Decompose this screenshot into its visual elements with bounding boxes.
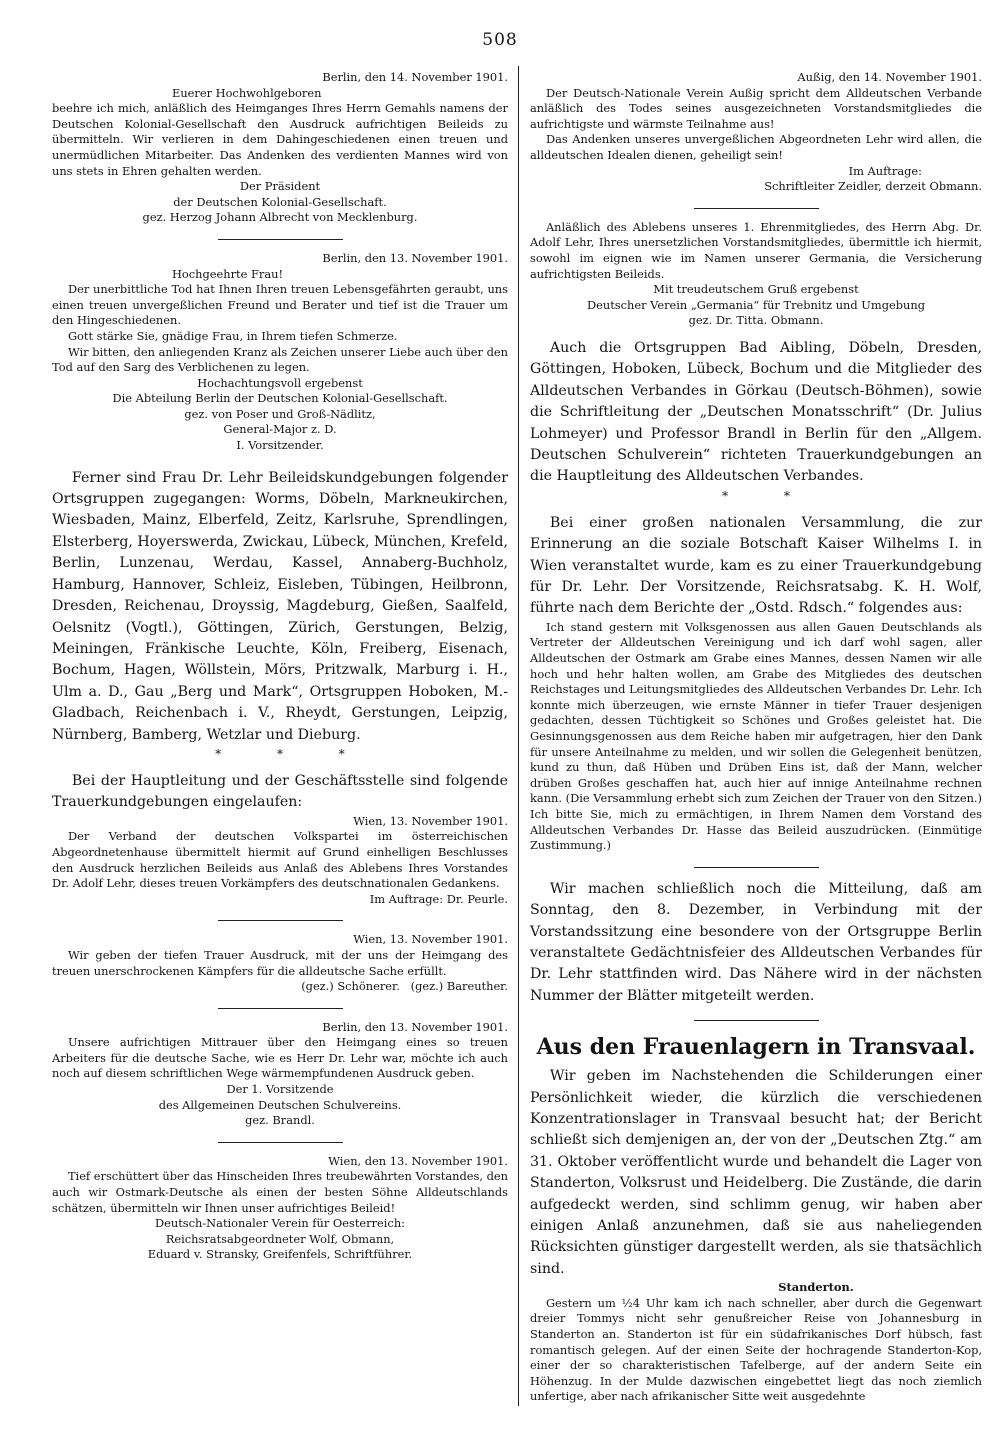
letter-body: beehre ich mich, anläßlich des Heimganges Ihres Herrn Gemahls namens der Deutschen Kolonial-Gesellschaft den Ausdruck aufrichtigen Beileids zu übermitteln. Wir verlieren in dem Dahingeschiedenen einen treuen und unermüdlichen Mitarbeiter. Das Andenken des verdienten Mannes wird von uns stets in Ehren gehalten werden. bbox=[52, 101, 508, 178]
section-divider bbox=[694, 867, 819, 868]
section-divider bbox=[218, 920, 343, 921]
letter-date: Außig, den 14. November 1901. bbox=[797, 70, 982, 84]
letter-closing: Hochachtungsvoll ergebenst bbox=[197, 375, 363, 390]
section-divider bbox=[218, 239, 343, 240]
letter-signature: Deutsch-Nationaler Verein für Oesterreich: bbox=[154, 1216, 405, 1231]
article-body: Gestern um ½4 Uhr kam ich nach schneller, aber durch die Gegenwart dreier Tommys nicht sehr genußreicher Reise von Johannesburg in Standerton an. Standerton ist für ein südafrikanisches Dorf hübsch, fast romantisch gelegen. Auf der einen Seite der hochragende Standerton-Kop, einer der so charakteristischen Tafelberge, auf der andern Seite ein Höhenzug. In der Mulde dazwischen eingebettet liegt das noch ziemlich unfertige, aber nach afrikanischer Sitte weit ausgedehnte bbox=[530, 1295, 982, 1404]
letter-signature: Der 1. Vorsitzende bbox=[226, 1082, 334, 1097]
letter-signature: gez. von Poser und Groß-Nädlitz, bbox=[184, 406, 376, 421]
letter-signature: Deutscher Verein „Germania“ für Trebnitz und Umgebung bbox=[587, 297, 925, 312]
letter-date: Wien, 13. November 1901. bbox=[353, 813, 508, 828]
asterism: * * bbox=[722, 488, 816, 503]
announcement: Bei der Hauptleitung und der Geschäftsstelle sind folgende Trauerkundgebungen eingelaufen: bbox=[52, 772, 508, 811]
announcement: Bei einer großen nationalen Versammlung, die zur Erinnerung an die soziale Botschaft Kaiser Wilhelms I. in Wien veranstaltet wurde, kam es zu einer Trauerkundgebung für Dr. Lehr. Der Vorsitzende, Reichsratsabg. K. H. Wolf, führte nach dem Berichte der „Ostd. Rdsch.“ folgendes aus: bbox=[530, 514, 982, 617]
speech-quote: Ich stand gestern mit Volksgenossen aus allen Gauen Deutschlands als Vertreter der Alldeutschen Vereinigung und ich darf wohl sagen, aller Alldeutschen der Ostmark am Grabe eines Mannes, dessen Namen wir alle hoch und hehr halten wollen, am Grabe des Mitgliedes des deutschen Reichstages und Leitungsmitgliedes des Alldeutschen Verbandes Dr. Lehr. Ich konnte mich überzeugen, wie ernste Männer in tiefer Trauer desjenigen gedachten, dessen Tüchtigkeit so Schönes und Großes geleistet hat. Die Gesinnungsgenossen aus dem Reiche haben mir aufgetragen, hier den Dank für unsere Anteilnahme zu melden, und wir sollen die Gelegenheit benützen, kund zu thun, daß Hüben und Drüben Eins ist, daß der Mann, welcher drüben Großes geschaffen hat, auch hier auf innige Anteilnahme rechnen kann. (Die Versammlung erhebt sich zum Zeichen der Trauer von den Sitzen.) Ich bitte Sie, mich zu ermächtigen, in Ihrem Namen dem Vorstand des Alldeutschen Verbandes Dr. Hasse das Beileid auszudrücken. (Einmütige Zustimmung.) bbox=[530, 619, 982, 853]
letter-closing: Mit treudeutschem Gruß ergebenst bbox=[653, 282, 859, 297]
letter-signature: Im Auftrage: Dr. Peurle. bbox=[369, 891, 508, 906]
article-subhead: Standerton. bbox=[778, 1280, 854, 1295]
letter-salutation: Hochgeehrte Frau! bbox=[172, 266, 284, 281]
letter-signature: Reichsratsabgeordneter Wolf, Obmann, bbox=[165, 1231, 395, 1246]
letter-signature: Schriftleiter Zeidler, derzeit Obmann. bbox=[764, 179, 982, 194]
letter-signature: Eduard v. Stransky, Greifenfels, Schriftführer. bbox=[147, 1247, 413, 1262]
letter-salutation: Euerer Hochwohlgeboren bbox=[172, 85, 322, 100]
letter-date: Wien, 13. November 1901. bbox=[353, 932, 508, 947]
announcement: Auch die Ortsgruppen Bad Aibling, Döbeln, Dresden, Göttingen, Hoboken, Lübeck, Bochum und die Mitglieder des Alldeutschen Verbandes in Görkau (Deutsch-Böhmen), sowie die Schriftleitung der „Deutschen Monatsschrift“ (Dr. Julius Lohmeyer) und Professor Brandl in Berlin für den „Allgem. Deutschen Schulverein“ richteten Trauerkundgebungen an die Hauptleitung des Alldeutschen Verbandes. bbox=[530, 339, 982, 485]
letter-body: Wir bitten, den anliegenden Kranz als Zeichen unserer Liebe auch über den Tod auf den Sarg des Verblichenen zu legen. bbox=[52, 344, 508, 375]
letter-body: Anläßlich des Ablebens unseres 1. Ehrenmitgliedes, des Herrn Abg. Dr. Adolf Lehr, Ihres unersetzlichen Vorstandsmitgliedes, übermittle ich hiermit, sowohl im eignen wie im Namen unserer Germania, die Versicherung aufrichtigsten Beileids. bbox=[530, 219, 982, 281]
condolence-list: Ferner sind Frau Dr. Lehr Beileidskundgebungen folgender Ortsgruppen zugegangen: Worms, Döbeln, Markneukirchen, Wiesbaden, Mainz, Elberfeld, Zeitz, Karlsruhe, Sprendlingen, Elsterberg, Hoyerswerda, Zwickau, Lübeck, München, Krefeld, Berlin, Lunzenau, Werdau, Kassel, Annaberg-Buchholz, Hamburg, Hannover, Schleiz, Eisleben, Tübingen, Heilbronn, Dresden, Reichenau, Droyssig, Magdeburg, Gießen, Saalfeld, Oelsnitz (Vogtl.), Göttingen, Zürich, Gerstungen, Belzig, Meiningen, Fränkische Leuchte, Köln, Freiberg, Eisenach, Bochum, Hagen, Wöllstein, Mörs, Pritzwalk, Marburg i. H., Ulm a. D., Gau „Berg und Mark“, Ortsgruppen Hoboken, M.-Gladbach, Reichenbach i. V., Rheydt, Gerstungen, Leipzig, Nürnberg, Bamberg, Wetzlar und Dieburg. bbox=[52, 469, 508, 743]
section-divider bbox=[694, 208, 819, 209]
letter-signature: Der Präsident bbox=[239, 179, 321, 194]
announcement: Wir machen schließlich noch die Mitteilung, daß am Sonntag, den 8. Dezember, in Verbindung mit der Vorstandssitzung eine besondere von der Ortsgruppe Berlin veranstaltete Gedächtnisfeier des Alldeutschen Verbandes für Dr. Lehr stattfinden wird. Das Nähere wird in der nächsten Nummer der Blätter mitgeteilt werden. bbox=[530, 880, 982, 1004]
letter-signature: der Deutschen Kolonial-Gesellschaft. bbox=[173, 194, 387, 209]
letter-date: Berlin, den 13. November 1901. bbox=[322, 250, 508, 265]
letter-signature: des Allgemeinen Deutschen Schulvereins. bbox=[158, 1097, 402, 1112]
letter-body: Gott stärke Sie, gnädige Frau, in Ihrem tiefen Schmerze. bbox=[67, 328, 398, 343]
section-divider bbox=[218, 1142, 343, 1143]
letter-signature: (gez.) Schönerer. (gez.) Bareuther. bbox=[301, 979, 508, 994]
letter-body: Das Andenken unseres unvergeßlichen Abgeordneten Lehr wird allen, die alldeutschen Idealen dienen, geheiligt sein! bbox=[530, 132, 982, 162]
letter-body: Wir geben der tiefen Trauer Ausdruck, mit der uns der Heimgang des treuen unerschrockenen Kämpfers für die alldeutsche Sache erfüllt. bbox=[52, 947, 508, 978]
asterism: * * * bbox=[215, 746, 371, 761]
section-divider bbox=[218, 1008, 343, 1009]
letter-body: Der Verband der deutschen Volkspartei im österreichischen Abgeordnetenhause übermittelt hiermit auf Grund einhelligen Beschlusses den Ausdruck herzlichen Beileids aus Anlaß des Ablebens Ihres Vorstandes Dr. Adolf Lehr, dieses treuen Vorkämpfers des deutschnationalen Gedankens. bbox=[52, 829, 508, 891]
letter-signature: gez. Herzog Johann Albrecht von Mecklenburg. bbox=[142, 210, 418, 225]
letter-signature: General-Major z. D. bbox=[223, 422, 337, 437]
left-column bbox=[52, 70, 508, 1263]
letter-date: Wien, den 13. November 1901. bbox=[328, 1153, 508, 1168]
letter-body: Unsere aufrichtigen Mittrauer über den Heimgang eines so treuen Arbeiters für die deutsche Sache, wie es Herr Dr. Lehr war, möchte ich auch noch auf diesem schriftlichen Wege wärmempfundenen Ausdruck geben. bbox=[52, 1035, 508, 1081]
letter-date: Berlin, den 14. November 1901. bbox=[322, 70, 508, 84]
column-divider bbox=[518, 66, 519, 1406]
letter-signature: I. Vorsitzender. bbox=[236, 438, 324, 453]
section-divider bbox=[694, 1020, 819, 1021]
article-headline: Aus den Frauenlagern in Transvaal. bbox=[536, 1034, 976, 1061]
letter-body: Tief erschüttert über das Hinscheiden Ihres treubewährten Vorstandes, den auch wir Ostmark-Deutsche als einen der besten Söhne Alldeutschlands schätzen, übermitteln wir Ihnen unser aufrichtiges Beileid! bbox=[52, 1169, 508, 1215]
article-body: Wir geben im Nachstehenden die Schilderungen einer Persönlichkeit wieder, die kürzlich die verschiedenen Konzentrationslager in Transvaal besucht hat; der Bericht schließt sich demjenigen an, der von der „Deutschen Ztg.“ am 31. Oktober veröffentlicht wurde und behandelt die Lager von Standerton, Volksrust und Heidelberg. Die Zustände, die darin aufgedeckt werden, sind schlimm genug, wir haben aber einigen Anlaß anzunehmen, daß sie aus naheliegenden Rücksichten günstiger dargestellt werden, als sie thatsächlich sind. bbox=[530, 1068, 982, 1277]
letter-signature: Im Auftrage: bbox=[848, 163, 922, 178]
letter-body: Der unerbittliche Tod hat Ihnen Ihren treuen Lebensgefährten geraubt, uns einen treuen unvergeßlichen Freund und Berater und tief ist die Trauer um den Hingeschiedenen. bbox=[52, 282, 508, 328]
letter-body: Der Deutsch-Nationale Verein Außig spricht dem Alldeutschen Verbande anläßlich des Todes seines ausgezeichneten Vorstandsmitgliedes die aufrichtigste und wärmste Teilnahme aus! bbox=[530, 85, 982, 131]
letter-signature: gez. Brandl. bbox=[245, 1113, 315, 1128]
right-column bbox=[530, 70, 982, 1405]
letter-signature: gez. Dr. Titta. Obmann. bbox=[688, 313, 824, 328]
page-number: 508 bbox=[482, 30, 518, 50]
letter-date: Berlin, den 13. November 1901. bbox=[322, 1019, 508, 1034]
letter-signature: Die Abteilung Berlin der Deutschen Kolonial-Gesellschaft. bbox=[112, 391, 448, 406]
